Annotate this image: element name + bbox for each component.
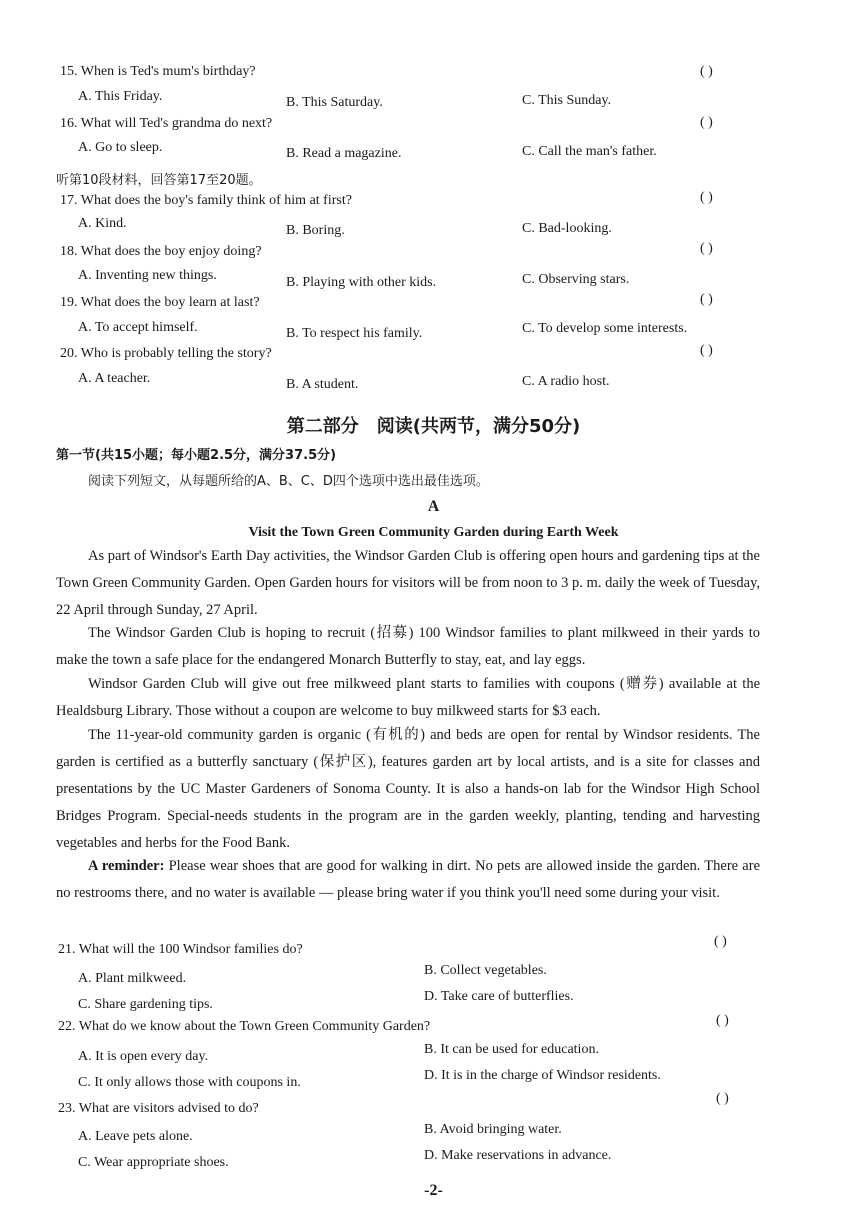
option-a: A. It is open every day.	[78, 1049, 209, 1064]
option-c: C. Bad-looking.	[522, 221, 612, 236]
option-b: B. Read a magazine.	[286, 146, 402, 161]
option-b: B. Avoid bringing water.	[424, 1122, 562, 1137]
answer-blank[interactable]: ( )	[700, 190, 713, 205]
option-a: A. To accept himself.	[78, 320, 198, 335]
passage-letter: A	[427, 498, 440, 515]
question-stem: 20. Who is probably telling the story?	[60, 346, 272, 361]
question-stem: 22. What do we know about the Town Green Community Garden?	[58, 1019, 431, 1034]
option-c: C. To develop some interests.	[522, 321, 688, 336]
question-stem: 21. What will the 100 Windsor families do?	[58, 942, 303, 957]
option-b: B. It can be used for education.	[424, 1042, 599, 1057]
listening-instruction: 听第10段材料，回答第17至20题。	[56, 173, 262, 188]
option-c: C. Call the man's father.	[522, 144, 657, 159]
option-d: D. It is in the charge of Windsor residents.	[424, 1068, 661, 1083]
answer-blank[interactable]: ( )	[716, 1091, 729, 1106]
passage-paragraph: The Windsor Garden Club is hoping to recruit (招募) 100 Windsor families to plant milkweed in their yards to make the town a safe place for the endangered Monarch Butterfly to stay, eat, and lay eggs.	[56, 625, 760, 668]
passage-paragraph: As part of Windsor's Earth Day activities, the Windsor Garden Club is offering open hours and gardening tips at the Town Green Community Garden. Open Garden hours for visitors will be from noon to 3 p. m. daily the week of Tuesday, 22 April through Sunday, 27 April.	[56, 548, 761, 618]
question-stem: 16. What will Ted's grandma do next?	[60, 116, 273, 131]
question-stem: 17. What does the boy's family think of him at first?	[60, 193, 352, 208]
option-a: A. Plant milkweed.	[78, 971, 187, 986]
option-b: B. Collect vegetables.	[424, 963, 547, 978]
option-a: A. Leave pets alone.	[78, 1129, 193, 1144]
question-stem: 19. What does the boy learn at last?	[60, 295, 260, 310]
answer-blank[interactable]: ( )	[700, 292, 713, 307]
reminder-text: Please wear shoes that are good for walking in dirt. No pets are allowed inside the garden. There are no restrooms there, and no water is available — please bring water if you think you'll need some during your visit.	[56, 858, 761, 901]
option-c: C. Share gardening tips.	[78, 997, 213, 1012]
passage-paragraph: Windsor Garden Club will give out free milkweed plant starts to families with coupons (赠券) available at the Healdsburg Library. Those without a coupon are welcome to buy milkweed starts for $3 each.	[56, 676, 760, 719]
option-b: B. Boring.	[286, 223, 345, 238]
passage-title: Visit the Town Green Community Garden during Earth Week	[248, 525, 619, 540]
question-stem: 23. What are visitors advised to do?	[58, 1101, 259, 1116]
option-b: B. Playing with other kids.	[286, 275, 437, 290]
option-b: B. A student.	[286, 377, 359, 392]
answer-blank[interactable]: ( )	[700, 115, 713, 130]
answer-blank[interactable]: ( )	[700, 343, 713, 358]
question-stem: 15. When is Ted's mum's birthday?	[60, 64, 256, 79]
option-c: C. A radio host.	[522, 374, 610, 389]
option-a: A. Go to sleep.	[78, 140, 163, 155]
question-stem: 18. What does the boy enjoy doing?	[60, 244, 262, 259]
option-d: D. Take care of butterflies.	[424, 989, 574, 1004]
answer-blank[interactable]: ( )	[700, 64, 713, 79]
option-b: B. This Saturday.	[286, 95, 383, 110]
answer-blank[interactable]: ( )	[714, 934, 727, 949]
section-title: 第一节(共15小题；每小题2.5分，满分37.5分)	[56, 448, 337, 463]
answer-blank[interactable]: ( )	[716, 1013, 729, 1028]
option-c: C. Observing stars.	[522, 272, 630, 287]
option-a: A. A teacher.	[78, 371, 151, 386]
option-b: B. To respect his family.	[286, 326, 423, 341]
page-number: -2-	[424, 1182, 443, 1199]
option-a: A. Kind.	[78, 216, 127, 231]
answer-blank[interactable]: ( )	[700, 241, 713, 256]
part-title: 第二部分 阅读(共两节，满分50分)	[286, 416, 581, 437]
passage-reminder	[56, 853, 760, 907]
option-a: A. This Friday.	[78, 89, 163, 104]
option-a: A. Inventing new things.	[78, 268, 217, 283]
passage-paragraph: The 11-year-old community garden is organic (有机的) and beds are open for rental by Windsor residents. The garden is certified as a butterfly sanctuary (保护区), features garden art by local artists, and is a site for classes and presentations by the UC Master Gardeners of Sonoma County. It is also a hands-on lab for the Windsor High School Bridges Program. Special-needs students in the program are in the garden weekly, planting, tending and harvesting vegetables and herbs for the Food Bank.	[56, 727, 760, 851]
reminder-label: A reminder:	[88, 858, 165, 874]
option-c: C. Wear appropriate shoes.	[78, 1155, 229, 1170]
option-c: C. It only allows those with coupons in.	[78, 1075, 301, 1090]
option-d: D. Make reservations in advance.	[424, 1148, 612, 1163]
reading-instruction: 阅读下列短文，从每题所给的A、B、C、D四个选项中选出最佳选项。	[88, 474, 489, 489]
option-c: C. This Sunday.	[522, 93, 612, 108]
